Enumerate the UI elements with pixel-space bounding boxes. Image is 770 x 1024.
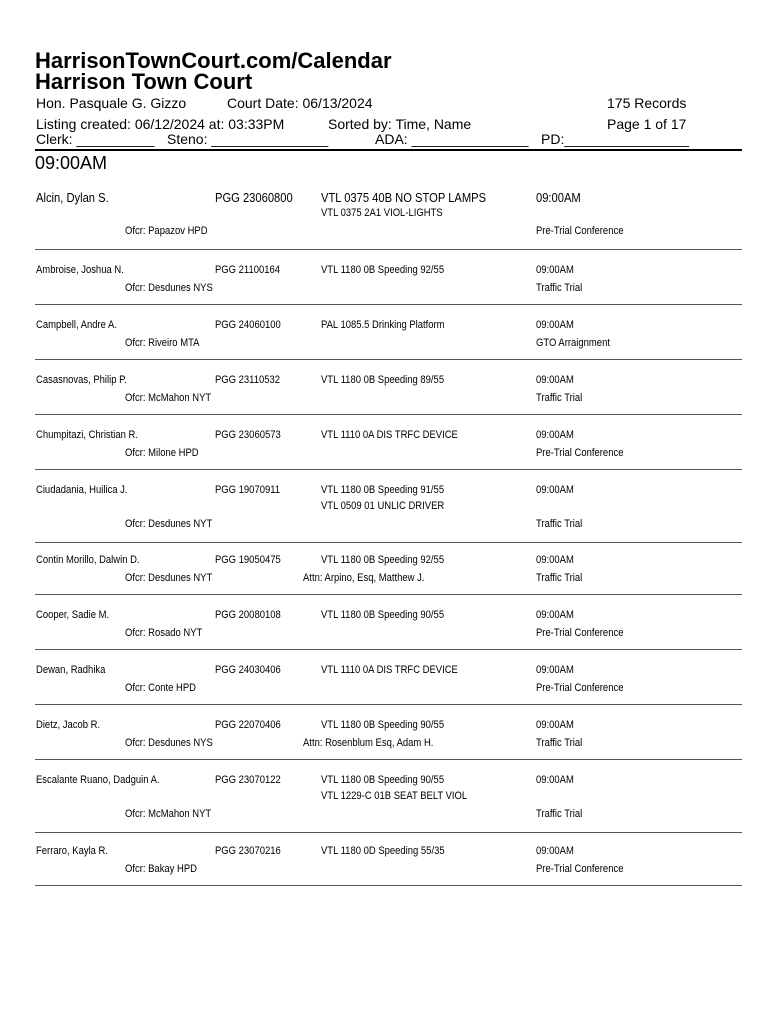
appearance-type: Pre-Trial Conference [536, 682, 624, 694]
appearance-type: Pre-Trial Conference [536, 447, 624, 459]
appearance-time: 09:00AM [536, 719, 574, 731]
officer: Ofcr: Papazov HPD [125, 225, 208, 237]
defendant-name: Escalante Ruano, Dadguin A. [36, 774, 160, 786]
charge-primary: VTL 0375 40B NO STOP LAMPS [321, 190, 487, 205]
defendant-name: Ferraro, Kayla R. [36, 845, 109, 857]
row-divider [35, 885, 742, 886]
header-divider [35, 149, 742, 151]
row-divider [35, 359, 742, 360]
court-date: Court Date: 06/13/2024 [227, 95, 373, 111]
row-divider [35, 649, 742, 650]
appearance-type: Traffic Trial [536, 737, 583, 749]
appearance-type: Pre-Trial Conference [536, 225, 624, 237]
appearance-type: Traffic Trial [536, 808, 583, 820]
case-number: PGG 22070406 [215, 719, 281, 731]
case-number: PGG 23110532 [215, 374, 281, 386]
case-number: PGG 19070911 [215, 484, 281, 496]
charge-primary: VTL 1180 0B Speeding 92/55 [321, 554, 445, 566]
case-number: PGG 24030406 [215, 664, 281, 676]
case-number: PGG 20080108 [215, 609, 281, 621]
officer: Ofcr: Desdunes NYS [125, 282, 213, 294]
appearance-time: 09:00AM [536, 664, 574, 676]
steno-line: Steno: _______________ [167, 131, 329, 147]
defendant-name: Cooper, Sadie M. [36, 609, 110, 621]
appearance-time: 09:00AM [536, 190, 581, 205]
row-divider [35, 249, 742, 250]
case-number: PGG 23070122 [215, 774, 281, 786]
row-divider [35, 414, 742, 415]
charge-primary: VTL 1180 0B Speeding 90/55 [321, 719, 445, 731]
charge-primary: VTL 1180 0B Speeding 90/55 [321, 609, 445, 621]
defendant-name: Ciudadania, Huilica J. [36, 484, 128, 496]
listing-created: Listing created: 06/12/2024 at: 03:33PM [36, 116, 285, 132]
attorney: Attn: Arpino, Esq, Matthew J. [303, 572, 425, 584]
charge-secondary: VTL 0375 2A1 VIOL-LIGHTS [321, 207, 443, 219]
ada-line: ADA: _______________ [375, 131, 529, 147]
officer: Ofcr: Desdunes NYT [125, 518, 213, 530]
appearance-time: 09:00AM [536, 554, 574, 566]
row-divider [35, 832, 742, 833]
appearance-time: 09:00AM [536, 484, 574, 496]
defendant-name: Contin Morillo, Dalwin D. [36, 554, 140, 566]
appearance-type: Traffic Trial [536, 518, 583, 530]
appearance-time: 09:00AM [536, 264, 574, 276]
charge-secondary: VTL 0509 01 UNLIC DRIVER [321, 500, 445, 512]
case-number: PGG 24060100 [215, 319, 281, 331]
appearance-type: Pre-Trial Conference [536, 627, 624, 639]
charge-primary: PAL 1085.5 Drinking Platform [321, 319, 445, 331]
defendant-name: Casasnovas, Philip P. [36, 374, 127, 386]
appearance-time: 09:00AM [536, 609, 574, 621]
defendant-name: Dietz, Jacob R. [36, 719, 101, 731]
officer: Ofcr: McMahon NYT [125, 392, 212, 404]
appearance-type: Traffic Trial [536, 282, 583, 294]
appearance-type: GTO Arraignment [536, 337, 610, 349]
record-count: 175 Records [607, 95, 687, 111]
defendant-name: Campbell, Andre A. [36, 319, 117, 331]
court-name: Harrison Town Court [35, 69, 253, 94]
charge-primary: VTL 1180 0B Speeding 89/55 [321, 374, 445, 386]
charge-primary: VTL 1110 0A DIS TRFC DEVICE [321, 429, 458, 441]
charge-primary: VTL 1180 0B Speeding 91/55 [321, 484, 445, 496]
case-number: PGG 23070216 [215, 845, 281, 857]
officer: Ofcr: Desdunes NYT [125, 572, 213, 584]
charge-primary: VTL 1180 0D Speeding 55/35 [321, 845, 445, 857]
defendant-name: Dewan, Radhika [36, 664, 106, 676]
officer: Ofcr: Desdunes NYS [125, 737, 213, 749]
case-number: PGG 23060573 [215, 429, 281, 441]
charge-primary: VTL 1180 0B Speeding 92/55 [321, 264, 445, 276]
row-divider [35, 594, 742, 595]
row-divider [35, 704, 742, 705]
site-title: HarrisonTownCourt.com/Calendar [35, 48, 392, 73]
officer: Ofcr: Bakay HPD [125, 863, 198, 875]
time-group-heading: 09:00AM [35, 153, 108, 173]
appearance-type: Traffic Trial [536, 392, 583, 404]
page-number: Page 1 of 17 [607, 116, 687, 132]
case-number: PGG 19050475 [215, 554, 281, 566]
pd-line: PD:________________ [541, 131, 689, 147]
judge-name: Hon. Pasquale G. Gizzo [36, 95, 187, 111]
row-divider [35, 759, 742, 760]
clerk-line: Clerk: __________ [36, 131, 155, 147]
officer: Ofcr: Rosado NYT [125, 627, 203, 639]
charge-primary: VTL 1180 0B Speeding 90/55 [321, 774, 445, 786]
case-number: PGG 23060800 [215, 190, 293, 205]
appearance-type: Traffic Trial [536, 572, 583, 584]
row-divider [35, 542, 742, 543]
sort-order: Sorted by: Time, Name [328, 116, 472, 132]
charge-secondary: VTL 1229-C 01B SEAT BELT VIOL [321, 790, 468, 802]
officer: Ofcr: Conte HPD [125, 682, 196, 694]
appearance-time: 09:00AM [536, 774, 574, 786]
attorney: Attn: Rosenblum Esq, Adam H. [303, 737, 434, 749]
case-number: PGG 21100164 [215, 264, 281, 276]
defendant-name: Alcin, Dylan S. [36, 190, 109, 205]
row-divider [35, 469, 742, 470]
defendant-name: Chumpitazi, Christian R. [36, 429, 138, 441]
appearance-time: 09:00AM [536, 845, 574, 857]
row-divider [35, 304, 742, 305]
appearance-type: Pre-Trial Conference [536, 863, 624, 875]
appearance-time: 09:00AM [536, 319, 574, 331]
appearance-time: 09:00AM [536, 429, 574, 441]
officer: Ofcr: Riveiro MTA [125, 337, 200, 349]
appearance-time: 09:00AM [536, 374, 574, 386]
officer: Ofcr: Milone HPD [125, 447, 199, 459]
charge-primary: VTL 1110 0A DIS TRFC DEVICE [321, 664, 458, 676]
officer: Ofcr: McMahon NYT [125, 808, 212, 820]
defendant-name: Ambroise, Joshua N. [36, 264, 124, 276]
